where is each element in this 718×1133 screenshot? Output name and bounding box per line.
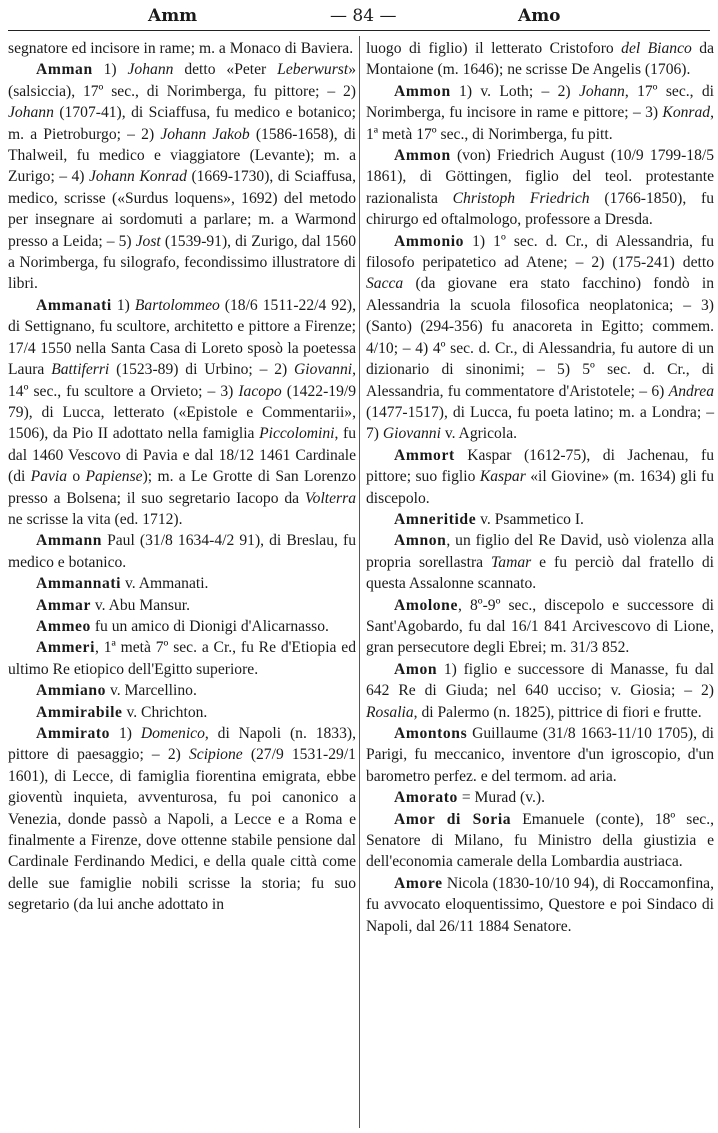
dictionary-entry [366,595,714,659]
entry-headword: Ammirato [36,725,111,742]
entry-text: 1) [92,61,128,79]
entry-headword: Amon [394,660,438,678]
entry-text: (1669-1730), di Sciaffusa, medico, scrisse («Surdus loquens», 1692) del metodo per insegnare ai sordomuti a parlare; m. a Warmond presso a Leida; – 5) [8,168,356,250]
entry-text: ); m. a Le Grotte di San Lorenzo presso a Bolsena; il suo segretario Iacopo da [8,468,356,507]
entry-italic-text: Battiferri [51,361,110,379]
entry-text: = Murad (v.). [457,789,545,807]
entry-text: , 14º sec., fu scultore a Orvieto; – 3) [8,361,356,400]
entry-text: , 17º sec., di Norimberga, fu incisore in rame e pittore; – 3) [366,82,714,122]
dictionary-entry [8,702,356,723]
entry-text: 1) [111,296,135,314]
entry-italic-text: Pavia [30,468,68,486]
dictionary-entry [366,81,714,145]
running-header [8,4,710,28]
dictionary-entry [366,145,714,231]
entry-text: , di Napoli (n. 1833), pittore di paesaggio; – 2) [8,725,356,764]
entry-italic-text: Piccolomini [259,425,335,443]
entry-headword: Amontons [394,725,468,742]
entry-headword: Ammonio [394,232,465,250]
left-column [8,38,356,916]
entry-italic-text: Tamar [491,553,532,571]
entry-text: , 1ª metà 7º sec. a Cr., fu Re d'Etiopia ed ultimo Re etiopico dell'Egitto superiore. [8,639,356,678]
entry-text: Nicola (1830-10/10 94), di Roccamonfina, fu avvocato eloquentissimo, Questore e poi Sindaco di Napoli, dal 26/11 1884 Senatore. [366,874,714,935]
entry-italic-text: Domenico [140,725,205,742]
entry-text: detto «Peter [173,61,278,79]
entry-italic-text: Johann Jakob [160,125,250,143]
entry-italic-text: Johann [578,82,625,100]
entry-text: , 8º-9º sec., discepolo e successore di Sant'Agobardo, fu dal 16/1 841 Arcivescovo di Lione, gran persecutore degli Ebrei; m. 31/3 852. [366,596,714,657]
entry-text: 1) figlio e successore di Manasse, fu dal 642 Re di Giuda; nel 640 ucciso; v. Giosia; – 2) [366,660,714,700]
dictionary-entry [8,595,356,616]
entry-headword: Ammanati [36,296,112,314]
entry-text: «il Giovine» (m. 1634) gli fu discepolo. [366,468,714,507]
entry-text: (1539-91), di Zurigo, dal 1560 a Norimberga, fu silografo, fecondissimo illustratore di libri. [8,232,356,293]
entry-headword: Ammirabile [36,703,123,721]
entry-italic-text: Andrea [668,382,714,400]
entry-headword: Amolone [394,596,458,614]
entry-italic-text: Sacca [366,275,404,293]
entry-italic-text: Johann [8,104,54,122]
page-number: — 84 — [330,6,397,26]
entry-text: » (salsiccia), 17º sec., di Norimberga, fu pittore; – 2) [8,61,356,100]
column-divider [359,36,360,1128]
entry-text: , un figlio del Re David, usò violenza alla propria sorellastra [366,532,714,571]
dictionary-entry [8,616,356,637]
dictionary-entry [8,295,356,530]
entry-text: Guillaume (31/8 1663-11/10 1705), di Parigi, fu meccanico, inventore d'un igroscopio, d'un barometro perfez. e del termom. ad aria. [366,725,714,785]
entry-headword: Amore [394,874,443,892]
dictionary-entry [366,659,714,723]
dictionary-entry [8,573,356,594]
entry-text: v. Ammanati. [121,575,209,593]
entry-italic-text: Johann [127,61,174,79]
entry-text: Emanuele (conte), 18º sec., Senatore di Milano, fu Ministro della giustizia e dell'economia camerale della Lombardia austriaca. [366,810,714,871]
entry-headword: Amman [36,61,93,79]
entry-italic-text: Konrad [662,104,711,122]
entry-text: (1523-89) di Urbino; – 2) [109,361,295,379]
entry-italic-text: Johann Konrad [88,168,187,186]
entry-text: 1) v. Loth; – 2) [450,82,579,100]
entry-italic-text: Rosalia [366,703,414,721]
entry-text: (18/6 1511-22/4 92), di Settignano, fu scultore, architetto e pittore a Firenze; 17/4 1550 nella Santa Casa di Loreto sposò la poetessa Laura [8,296,356,379]
entry-headword: Amneritide [394,510,477,528]
entry-text: (1766-1850), fu chirurgo ed oftalmologo, professore a Dresda. [366,189,714,229]
dictionary-entry [366,530,714,594]
entry-text: (1707-41), di Sciaffusa, fu medico e botanico; m. a Pietroburgo; – 2) [8,104,356,143]
entry-headword: Ammar [36,596,91,614]
entry-headword: Ammeri [36,639,96,657]
entry-italic-text: Kaspar [479,468,526,486]
dictionary-entry [366,231,714,445]
entry-text: v. Marcellino. [106,682,197,700]
entry-headword: Ammann [36,532,102,550]
entry-italic-text: Leberwurst [277,61,349,79]
dictionary-entry [8,723,356,916]
entry-headword: Ammannati [36,575,122,593]
entry-text: (von) Friedrich August (10/9 1799-18/5 1861), di Göttingen, figlio del teol. protestante razionalista [366,147,714,207]
entry-italic-text: Volterra [304,489,356,507]
entry-text: (1586-1658), di Thalweil, fu medico e viaggiatore (Levante); m. a Zurigo; – 4) [8,125,356,186]
entry-italic-text: Jost [135,232,161,250]
entry-text: fu un amico di Dionigi d'Alicarnasso. [90,617,329,635]
entry-italic-text: Bartolommeo [134,296,220,314]
entry-text: v. Agricola. [440,425,518,443]
entry-text: o [67,468,86,486]
dictionary-entry [366,38,714,81]
entry-text: v. Chrichton. [122,703,208,721]
entry-text: , di Palermo (n. 1825), pittrice di fiori e frutte. [413,703,702,721]
entry-text: , 1ª metà 17º sec., di Norimberga, fu pitt. [366,104,714,143]
dictionary-entry [366,809,714,873]
entry-text: (1422-19/9 79), di Lucca, letterato («Epistole e Commentarii», 1506), da Pio II adottato nella famiglia [8,382,356,443]
header-right-word: Amo [518,6,561,26]
dictionary-entry [8,637,356,680]
entry-text: Paul (31/8 1634-4/2 91), di Breslau, fu medico e botanico. [8,532,356,571]
dictionary-entry [366,509,714,530]
dictionary-entry [8,59,356,294]
entry-text: ne scrisse la vita (ed. 1712). [8,510,183,528]
entry-headword: Amorato [394,789,458,807]
entry-italic-text: Giovanni [294,361,353,379]
entry-italic-text: Giovanni [382,425,441,443]
dictionary-entry [8,38,356,59]
entry-text: v. Psammetico I. [476,510,584,528]
dictionary-entry [366,445,714,509]
entry-text: v. Abu Mansur. [90,596,191,614]
entry-headword: Ammort [394,446,455,464]
entry-headword: Ammon [394,147,451,165]
entry-text: (da giovane era stato facchino) fondò in Alessandria la scuola filosofica neoplatonica; – 3) (Santo) (294-356) fu anacoreta in Egitto; commem. 4/10; – 4) 4º sec. d. Cr., di Alessandria, fu autore di un dizionario di sinonimi; – 5) 5º sec. d. Cr., di Alessandria, fu commentatore d'Aristotele; – 6) [366,275,714,400]
dictionary-entry [8,530,356,573]
entry-text: segnatore ed incisore in rame; m. a Monaco di Baviera. [8,40,354,57]
entry-italic-text: Christoph Friedrich [452,189,590,207]
header-rule [8,30,710,31]
dictionary-entry [8,680,356,701]
entry-italic-text: del Bianco [621,40,692,57]
entry-italic-text: Iacopo [238,382,282,400]
entry-text: , fu dal 1460 Vescovo di Pavia e dal 18/12 1461 Cardinale (di [8,425,356,486]
entry-text: luogo di figlio) il letterato Cristoforo [366,40,622,57]
entry-text: 1) [110,725,141,742]
entry-text: (27/9 1531-29/1 1601), di Lecce, di famiglia fiorentina emigrata, ebbe gioventù inquieta, avventurosa, fu poi canonico a Venezia, donde passò a Napoli, a Lecce e a Roma e finalmente a Firenze, dove ottenne stabile pensione dal Cardinale Ferdinando Medici, e della quale città come delle sue famiglie nobili scrisse la storia; fu suo segretario (da lui anche adottato in [8,746,356,914]
header-left-word: Amm [148,6,198,26]
entry-text: da Montaione (m. 1646); ne scrisse De Angelis (1706). [366,40,714,79]
dictionary-entry [366,723,714,787]
entry-headword: Amnon [394,532,447,550]
dictionary-entry [366,787,714,808]
entry-text: Kaspar (1612-75), di Jachenau, fu pittore; suo figlio [366,446,714,486]
right-column [366,38,714,937]
entry-italic-text: Scipione [188,746,243,764]
entry-headword: Ammon [394,82,451,100]
entry-headword: Ammeo [36,617,91,635]
entry-text: 1) 1º sec. d. Cr., di Alessandria, fu filosofo peripatetico ad Atene; – 2) (175-241) detto [366,232,714,272]
entry-headword: Ammiano [36,682,107,700]
entry-italic-text: Papiense [85,468,143,486]
entry-text: (1477-1517), di Lucca, fu poeta latino; m. a Londra; – 7) [366,403,714,443]
dictionary-entry [366,873,714,937]
entry-headword: Amor di Soria [394,810,512,828]
entry-text: e fu perciò dal fratello di questa Assalonne scannato. [366,553,714,593]
